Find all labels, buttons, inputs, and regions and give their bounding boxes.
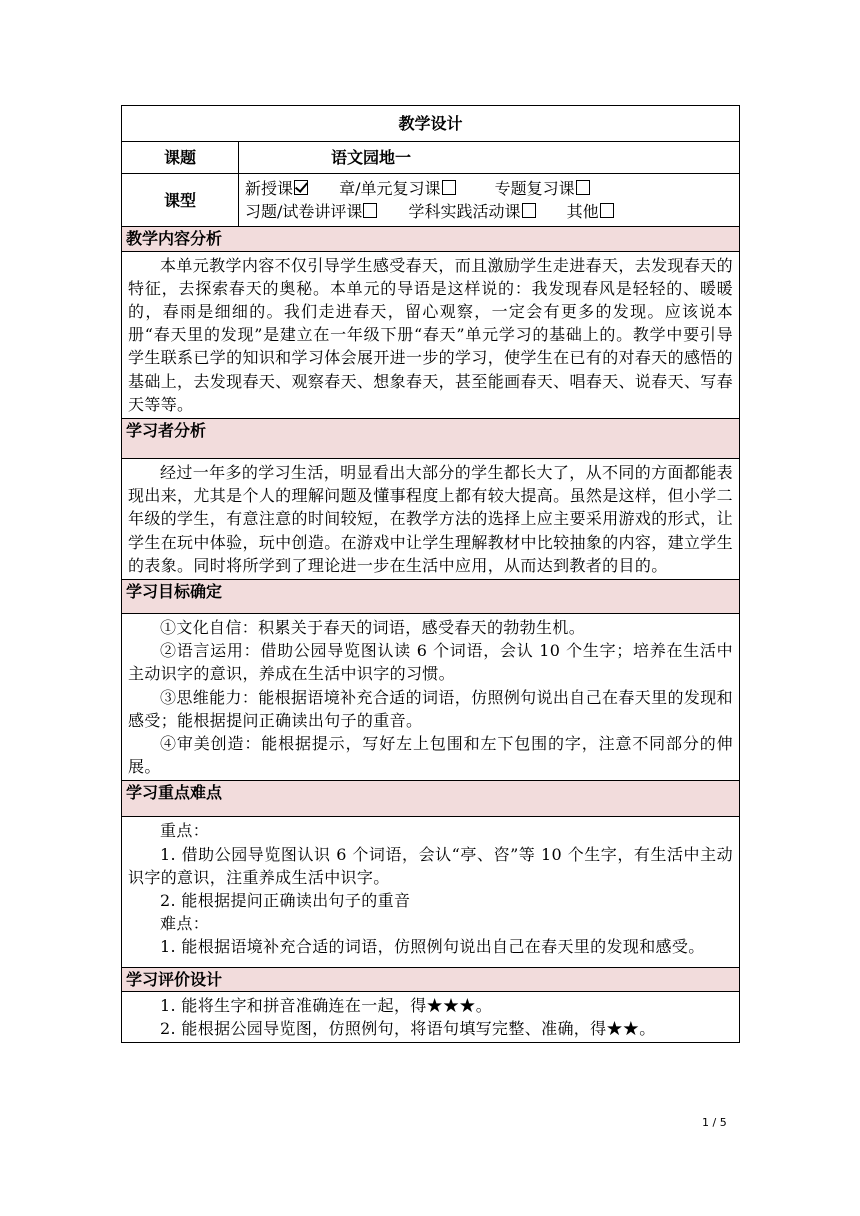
paragraph: ④审美创造：能根据提示，写好左上包围和左下包围的字，注意不同部分的伸展。: [128, 734, 734, 777]
lesson-type-option[interactable]: 新授课: [245, 177, 308, 200]
section-heading-objectives: 学习目标确定: [122, 580, 740, 614]
topic-label: 课题: [122, 142, 239, 174]
topic-value: 语文园地一: [239, 142, 740, 174]
paragraph: 2. 能根据公园导览图，仿照例句，将语句填写完整、准确，得★★。: [160, 1019, 656, 1039]
section-body-objectives: [122, 614, 740, 781]
table-title: 教学设计: [122, 106, 740, 142]
paragraph: 本单元教学内容不仅引导学生感受春天，而且激励学生走进春天，去发现春天的特征，去探索春天的奥秘。本单元的导语是这样说的：我发现春风是轻轻的、暖暖的，春雨是细细的。我们走进春天，留心观察，一定会有更多的发现。应该说本册“春天里的发现”是建立在一年级下册“春天”单元学习的基础上的。教学中要引导学生联系已学的知识和学习体会展开进一步的学习，使学生在已有的对春天的感悟的基础上，去发现春天、观察春天、想象春天，甚至能画春天、唱春天、说春天、写春天等等。: [128, 255, 734, 414]
paragraph: 1. 能根据语境补充合适的词语，仿照例句说出自己在春天里的发现和感受。: [160, 937, 705, 957]
paragraph: ③思维能力：能根据语境补充合适的词语，仿照例句说出自己在春天里的发现和感受；能根据提问正确读出句子的重音。: [128, 687, 734, 730]
paragraph: ①文化自信：积累关于春天的词语，感受春天的勃勃生机。: [160, 618, 586, 638]
section-body-key-points: [122, 817, 740, 967]
paragraph: ②语言运用：借助公园导览图认读 6 个词语，会认 10 个生字；培养在生活中主动识字的意识，养成在生活中识字的习惯。: [128, 641, 734, 684]
checkbox-icon[interactable]: [522, 203, 536, 218]
lesson-type-row-1: [245, 177, 733, 200]
checkbox-icon[interactable]: [600, 203, 614, 218]
section-body-content-analysis: [122, 251, 740, 418]
section-heading-content-analysis: 教学内容分析: [122, 227, 740, 251]
section-heading-key-points: 学习重点难点: [122, 781, 740, 817]
lesson-type-option[interactable]: 其他: [567, 200, 614, 223]
lesson-type-option[interactable]: 专题复习课: [495, 177, 590, 200]
section-body-evaluation: [122, 991, 740, 1042]
section-heading-learner-analysis: 学习者分析: [122, 419, 740, 459]
section-heading-evaluation: 学习评价设计: [122, 967, 740, 991]
paragraph: 2. 能根据提问正确读出句子的重音: [160, 891, 411, 911]
lesson-type-options: [239, 174, 740, 227]
paragraph: 难点：: [160, 914, 210, 934]
lesson-type-option[interactable]: 章/单元复习课: [339, 177, 455, 200]
lesson-design-table: [121, 105, 740, 1043]
paragraph: 经过一年多的学习生活，明显看出大部分的学生都长大了，从不同的方面都能表现出来，尤其是个人的理解问题及懂事程度上都有较大提高。虽然是这样，但小学二年级的学生，有意注意的时间较短，在教学方法的选择上应主要采用游戏的形式，让学生在玩中体验，玩中创造。在游戏中让学生理解教材中比较抽象的内容，建立学生的表象。同时将所学到了理论进一步在生活中应用，从而达到教者的目的。: [128, 463, 734, 575]
type-label: 课型: [122, 174, 239, 227]
checkbox-icon[interactable]: [294, 180, 308, 195]
lesson-type-option[interactable]: 习题/试卷讲评课: [245, 200, 377, 223]
section-body-learner-analysis: [122, 459, 740, 580]
checkbox-icon[interactable]: [442, 180, 456, 195]
lesson-type-option[interactable]: 学科实践活动课: [409, 200, 536, 223]
paragraph: 1. 能将生字和拼音准确连在一起，得★★★。: [160, 995, 493, 1015]
page-number: 1 / 5: [702, 1116, 727, 1129]
checkbox-icon[interactable]: [576, 180, 590, 195]
paragraph: 重点：: [160, 821, 210, 841]
checkbox-icon[interactable]: [363, 203, 377, 218]
paragraph: 1. 借助公园导览图认识 6 个词语，会认“亭、咨”等 10 个生字，有生活中主动识字的意识，注重养成生活中识字。: [128, 844, 734, 887]
lesson-type-row-2: [245, 200, 733, 223]
